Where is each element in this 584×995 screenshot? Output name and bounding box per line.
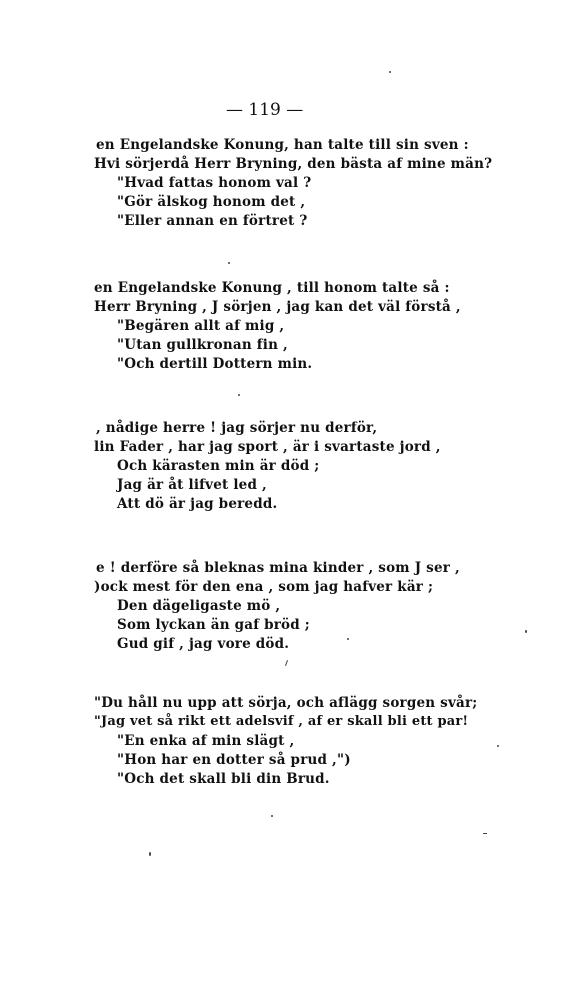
verse-line: "Du håll nu upp att sörja, och aflägg sorgen svår; <box>94 695 478 711</box>
paper-speck <box>271 815 273 817</box>
verse-line: "Och dertill Dottern min. <box>117 356 313 372</box>
verse-line: Den dägeligaste mö , <box>117 598 281 614</box>
verse-line: )ock mest för den ena , som jag hafver kär ; <box>94 579 434 595</box>
paper-speck <box>497 745 499 747</box>
page-number: — 119 — <box>226 100 304 120</box>
paper-speck <box>285 660 288 666</box>
verse-line: , nådige herre ! jag sörjer nu derför, <box>96 420 378 436</box>
verse-line: lin Fader , har jag sport , är i svartaste jord , <box>94 439 441 455</box>
paper-speck <box>525 630 527 633</box>
verse-line: "Och det skall bli din Brud. <box>117 771 330 787</box>
verse-line: en Engelandske Konung, han talte till sin sven : <box>96 137 469 153</box>
paper-speck <box>149 852 151 856</box>
paper-speck <box>238 394 240 396</box>
verse-line: "En enka af min slägt , <box>117 733 295 749</box>
verse-line: Herr Bryning , J sörjen , jag kan det väl förstå , <box>94 299 461 315</box>
verse-line: Hvi sörjerdå Herr Bryning, den bästa af mine män? <box>94 156 493 172</box>
verse-line: "Jag vet så rikt ett adelsvif , af er skall bli ett par! <box>94 714 469 729</box>
verse-line: "Utan gullkronan fin , <box>117 337 288 353</box>
paper-speck <box>389 71 391 73</box>
verse-line: Gud gif , jag vore död. <box>117 636 290 652</box>
verse-line: Att dö är jag beredd. <box>117 496 278 512</box>
verse-line: Och kärasten min är död ; <box>117 458 320 474</box>
verse-line: "Hvad fattas honom val ? <box>117 175 312 191</box>
verse-line: "Gör älskog honom det , <box>117 194 306 210</box>
verse-line: "Hon har en dotter så prud ,") <box>117 752 351 768</box>
paper-speck <box>483 833 487 834</box>
verse-line: "Begären allt af mig , <box>117 318 285 334</box>
verse-line: e ! derföre så bleknas mina kinder , som J ser , <box>96 560 460 576</box>
verse-line: en Engelandske Konung , till honom talte så : <box>94 280 450 296</box>
paper-speck <box>228 262 230 264</box>
verse-line: Som lyckan än gaf bröd ; <box>117 617 310 633</box>
verse-line: Jag är åt lifvet led , <box>117 477 267 493</box>
verse-line: "Eller annan en förtret ? <box>117 213 308 229</box>
paper-speck <box>347 638 349 640</box>
